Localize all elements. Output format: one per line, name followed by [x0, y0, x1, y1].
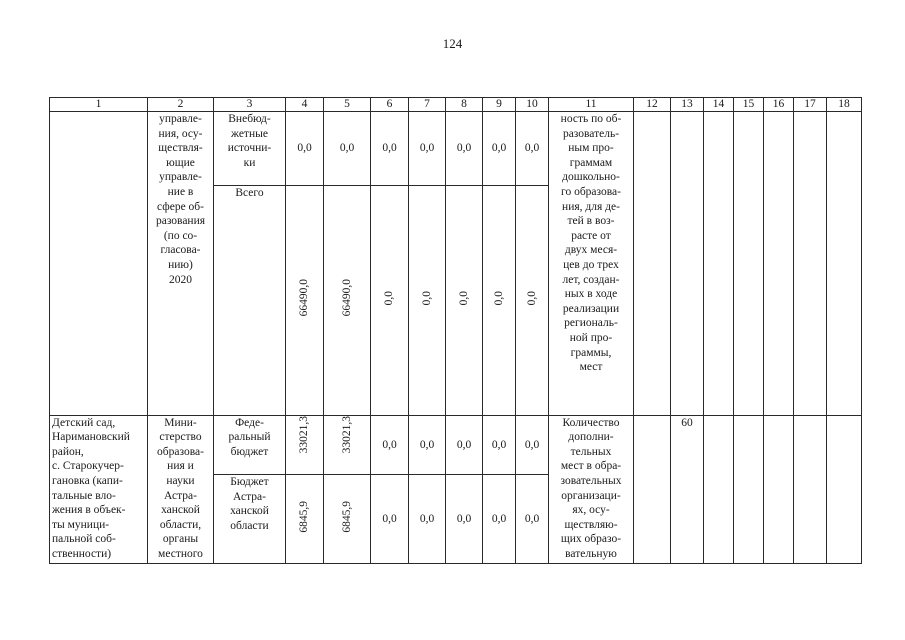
column-header: 13	[671, 98, 704, 112]
cell-value-vertical	[286, 185, 324, 415]
cell-value: 0,0	[371, 475, 409, 564]
cell-funding-source: Внебюд- жетные источни- ки	[214, 112, 286, 186]
cell-value: 0,0	[516, 475, 549, 564]
column-header: 12	[634, 98, 671, 112]
column-header: 10	[516, 98, 549, 112]
cell-value-vertical	[324, 185, 371, 415]
cell-value-vertical	[324, 415, 371, 475]
cell-value-vertical	[371, 185, 409, 415]
cell-value-vertical	[483, 185, 516, 415]
cell-target-value: 60	[671, 415, 704, 563]
cell-indicator: Количество дополни- тельных мест в обра- зовательных организаци- ях, осу- ществляю- щих образо- вательную	[549, 415, 634, 563]
column-header: 17	[794, 98, 827, 112]
column-number-header-row	[50, 98, 862, 112]
column-header: 8	[446, 98, 483, 112]
vertical-value: 6845,9	[340, 500, 353, 533]
cell-empty	[794, 415, 827, 563]
cell-value-vertical	[446, 185, 483, 415]
cell-value: 0,0	[483, 415, 516, 475]
cell-value-vertical	[286, 475, 324, 564]
cell-value: 0,0	[409, 112, 446, 186]
table-row	[50, 415, 862, 475]
vertical-value: 0,0	[525, 290, 538, 306]
table-row	[50, 112, 862, 186]
cell-funding-source: Всего	[214, 185, 286, 415]
cell-value: 0,0	[409, 475, 446, 564]
column-header: 15	[734, 98, 764, 112]
vertical-value: 33021,3	[340, 415, 353, 454]
cell-empty	[671, 112, 704, 416]
cell-value: 0,0	[371, 415, 409, 475]
column-header: 14	[704, 98, 734, 112]
column-header: 1	[50, 98, 148, 112]
cell-value: 0,0	[446, 415, 483, 475]
column-header: 4	[286, 98, 324, 112]
vertical-value: 66490,0	[340, 279, 353, 317]
cell-funding-source: Феде- ральный бюджет	[214, 415, 286, 475]
vertical-value: 66490,0	[298, 279, 311, 317]
page-number: 124	[442, 36, 463, 51]
cell-value: 0,0	[483, 475, 516, 564]
column-header: 11	[549, 98, 634, 112]
budget-table	[49, 97, 862, 564]
cell-executor: управле- ния, осу- ществля- ющие управле- ние в сфере об- разования (по со- гласова- нию) 2020	[148, 112, 214, 416]
vertical-value: 33021,3	[298, 415, 311, 454]
cell-empty	[827, 112, 862, 416]
cell-funding-source: Бюджет Астра- ханской области	[214, 475, 286, 564]
cell-empty	[734, 415, 764, 563]
cell-value: 0,0	[483, 112, 516, 186]
cell-empty	[764, 112, 794, 416]
vertical-value: 6845,9	[298, 500, 311, 533]
cell-object-name: Детский сад, Наримановский район, с. Старокучер- гановка (капи- тальные вло- жения в объек- ты муници- пальной соб- ственности)	[50, 415, 148, 563]
column-header: 7	[409, 98, 446, 112]
column-header: 6	[371, 98, 409, 112]
cell-value: 0,0	[516, 415, 549, 475]
column-header: 2	[148, 98, 214, 112]
cell-value: 0,0	[286, 112, 324, 186]
cell-value: 0,0	[371, 112, 409, 186]
vertical-value: 0,0	[457, 290, 470, 306]
column-header: 5	[324, 98, 371, 112]
cell-empty	[794, 112, 827, 416]
column-header: 18	[827, 98, 862, 112]
cell-value-vertical	[516, 185, 549, 415]
cell-value: 0,0	[409, 415, 446, 475]
column-header: 3	[214, 98, 286, 112]
column-header: 16	[764, 98, 794, 112]
cell-value: 0,0	[446, 112, 483, 186]
cell-empty	[704, 112, 734, 416]
cell-value: 0,0	[324, 112, 371, 186]
cell-empty	[634, 415, 671, 563]
cell-value-vertical	[324, 475, 371, 564]
column-header: 9	[483, 98, 516, 112]
vertical-value: 0,0	[383, 290, 396, 306]
cell-empty	[634, 112, 671, 416]
cell-value-vertical	[286, 415, 324, 475]
cell-indicator: ность по об- разователь- ным про- граммам дошкольно- го образова- ния, для де- тей в воз- расте от двух меся- цев до трех лет, создан- ных в ходе реализации региональ- ной про- граммы, мест	[549, 112, 634, 416]
cell-value: 0,0	[446, 475, 483, 564]
cell-empty	[734, 112, 764, 416]
cell-empty	[764, 415, 794, 563]
cell-empty	[827, 415, 862, 563]
cell-value: 0,0	[516, 112, 549, 186]
cell-empty	[704, 415, 734, 563]
vertical-value: 0,0	[492, 290, 505, 306]
cell-object-name	[50, 112, 148, 416]
cell-executor: Мини- стерство образова- ния и науки Астра- ханской области, органы местного	[148, 415, 214, 563]
vertical-value: 0,0	[420, 290, 433, 306]
cell-value-vertical	[409, 185, 446, 415]
